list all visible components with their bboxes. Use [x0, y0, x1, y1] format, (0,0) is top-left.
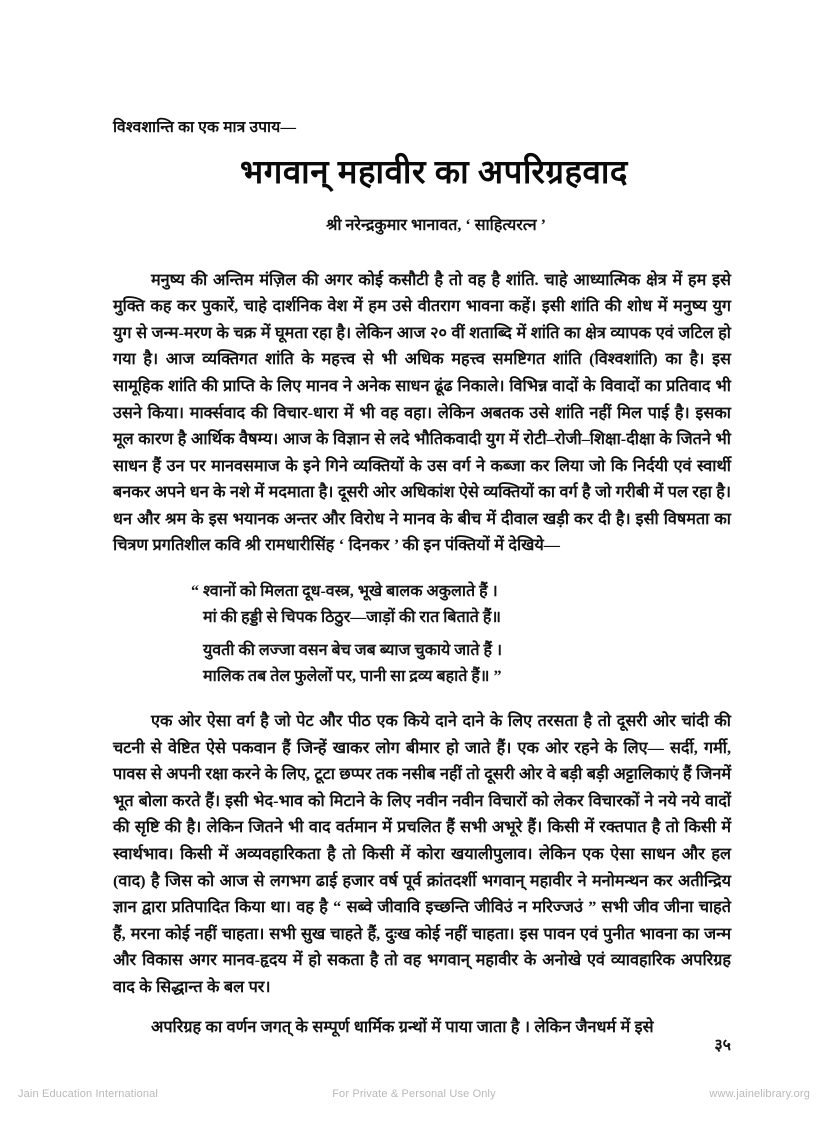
verse-line: मां की हड्डी से चिपक ठिठुर—जाड़ों की रात बिताते हैं॥: [203, 609, 501, 627]
article-kicker: विश्वशान्ति का एक मात्र उपाय—: [113, 119, 297, 136]
author-byline: श्री नरेन्द्रकुमार भानावत, ‘ साहित्यरत्न ’: [326, 216, 546, 234]
page-title: भगवान् महावीर का अपरिग्रहवाद: [240, 155, 628, 192]
article-body: [113, 267, 731, 1057]
footer-organization: Jain Education International: [18, 1088, 158, 1100]
footer-website: www.jainelibrary.org: [709, 1088, 810, 1100]
page-number: ३५: [714, 1037, 731, 1055]
page-content-column: [113, 0, 731, 1056]
paragraph-1: मनुष्य की अन्तिम मंज़िल की अगर कोई कसौटी है तो वह है शांति. चाहे आध्यात्मिक क्षेत्र में हम इसे मुक्ति कह कर पुकारें, चाहे दार्शनिक वेश में हम उसे वीतराग भावना कहें। इसी शांति की शोध में मनुष्य युग युग से जन्म-मरण के चक्र में घूमता रहा है। लेकिन आज २० वीं शताब्दि में शांति का क्षेत्र व्यापक एवं जटिल हो गया है। आज व्यक्तिगत शांति के महत्त्व से भी अधिक महत्त्व समष्टिगत शांति (विश्वशांति) का है। इस सामूहिक शांति की प्राप्ति के लिए मानव ने अनेक साधन ढूंढ निकाले। विभिन्न वादों के विवादों का प्रतिवाद भी उसने किया। मार्क्सवाद की विचार-धारा में भी वह वहा। लेकिन अबतक उसे शांति नहीं मिल पाई है। इसका मूल कारण है आर्थिक वैषम्य। आज के विज्ञान से लदे भौतिकवादी युग में रोटी–रोजी–शिक्षा-दीक्षा के जितने भी साधन हैं उन पर मानवसमाज के इने गिने व्यक्तियों के उस वर्ग ने कब्जा कर लिया जो कि निर्दयी एवं स्वार्थी बनकर अपने धन के नशे में मदमाता है। दूसरी ओर अधिकांश ऐसे व्यक्तियों का वर्ग है जो गरीबी में पल रहा है। धन और श्रम के इस भयानक अन्तर और विरोध ने मानव के बीच में दीवाल खड़ी कर दी है। इसी विषमता का चित्रण प्रगतिशील कवि श्री रामधारीसिंह ‘ दिनकर ’ की इन पंक्तियों में देखिये—: [113, 270, 731, 555]
paragraph-2: एक ओर ऐसा वर्ग है जो पेट और पीठ एक किये दाने दाने के लिए तरसता है तो दूसरी ओर चांदी की चटनी से वेष्टित ऐसे पकवान हैं जिन्हें खाकर लोग बीमार हो जाते हैं। एक ओर रहने के लिए— सर्दी, गर्मी, पावस से अपनी रक्षा करने के लिए, टूटा छप्पर तक नसीब नहीं तो दूसरी ओर वे बड़ी बड़ी अट्टालिकाएं हैं जिनमें भूत बोला करते हैं। इसी भेद-भाव को मिटाने के लिए नवीन नवीन विचारों को लेकर विचारकों ने नये नये वादों की सृष्टि की है। लेकिन जितने भी वाद वर्तमान में प्रचलित हैं सभी अभूरे हैं। किसी में रक्तपात है तो किसी में स्वार्थभाव। किसी में अव्यवहारिकता है तो किसी में कोरा खयालीपुलाव। लेकिन एक ऐसा साधन और हल (वाद) है जिस को आज से लगभग ढाई हजार वर्ष पूर्व क्रांतदर्शी भगवान् महावीर ने मनोमन्थन कर अतीन्द्रिय ज्ञान द्वारा प्रतिपादित किया था। वह है “ सब्वे जीवावि इच्छन्ति जीविउं न मरिज्जउं ” सभी जीव जीना चाहते हैं, मरना कोई नहीं चाहता। सभी सुख चाहते हैं, दुःख कोई नहीं चाहता। इस पावन एवं पुनीत भावना का जन्म और विकास अगर मानव-हृदय में हो सकता है तो वह भगवान् महावीर के अनोखे एवं व्यावहारिक अपरिग्रह वाद के सिद्धान्त के बल पर।: [113, 712, 731, 996]
verse-line: युवती की लज्जा वसन बेच जब ब्याज चुकाये जाते हैं ।: [203, 642, 503, 660]
paragraph-3: अपरिग्रह का वर्णन जगत् के सम्पूर्ण धार्मिक ग्रन्थों में पाया जाता है । लेकिन जैनधर्म में इसे: [151, 1017, 654, 1036]
footer-usage-notice: For Private & Personal Use Only: [332, 1088, 496, 1100]
page-footer: [0, 1088, 828, 1100]
verse-line: “ श्वानों को मिलता दूध-वस्त्र, भूखे बालक अकुलाते हैं ।: [191, 583, 498, 601]
verse-line: मालिक तब तेल फुलेलों पर, पानी सा द्रव्य बहाते हैं॥ ”: [203, 668, 502, 686]
verse-quote-block: [113, 579, 731, 690]
